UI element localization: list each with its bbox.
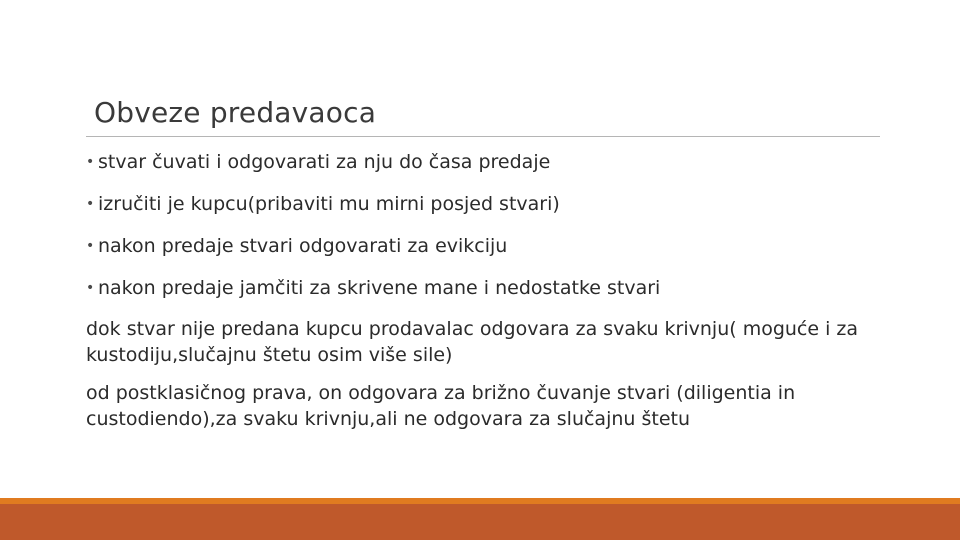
bullet-item <box>86 232 886 260</box>
bullet-item <box>86 190 886 218</box>
bullet-item <box>86 148 886 176</box>
bullet-icon: • <box>86 238 95 254</box>
paragraph: od postklasičnog prava, on odgovara za brižno čuvanje stvari (diligentia in custodiendo),za svaku krivnju,ali ne odgovara za slučajnu štetu <box>86 382 796 430</box>
footer-bar <box>0 504 960 540</box>
bullet-icon: • <box>86 196 95 212</box>
bullet-icon: • <box>86 154 95 170</box>
bullet-text: izručiti je kupcu(pribaviti mu mirni posjed stvari) <box>98 193 560 215</box>
bullet-text: nakon predaje stvari odgovarati za evikciju <box>98 235 508 257</box>
bullet-text: nakon predaje jamčiti za skrivene mane i nedostatke stvari <box>98 277 661 299</box>
bullet-item <box>86 274 886 302</box>
slide-title: Obveze predavaoca <box>94 96 377 129</box>
paragraph: dok stvar nije predana kupcu prodavalac odgovara za svaku krivnju( moguće i za kustodiju,slučajnu štetu osim više sile) <box>86 318 859 366</box>
slide-content <box>86 148 886 444</box>
title-divider <box>86 136 880 137</box>
bullet-icon: • <box>86 280 95 296</box>
bullet-text: stvar čuvati i odgovarati za nju do časa predaje <box>98 151 551 173</box>
